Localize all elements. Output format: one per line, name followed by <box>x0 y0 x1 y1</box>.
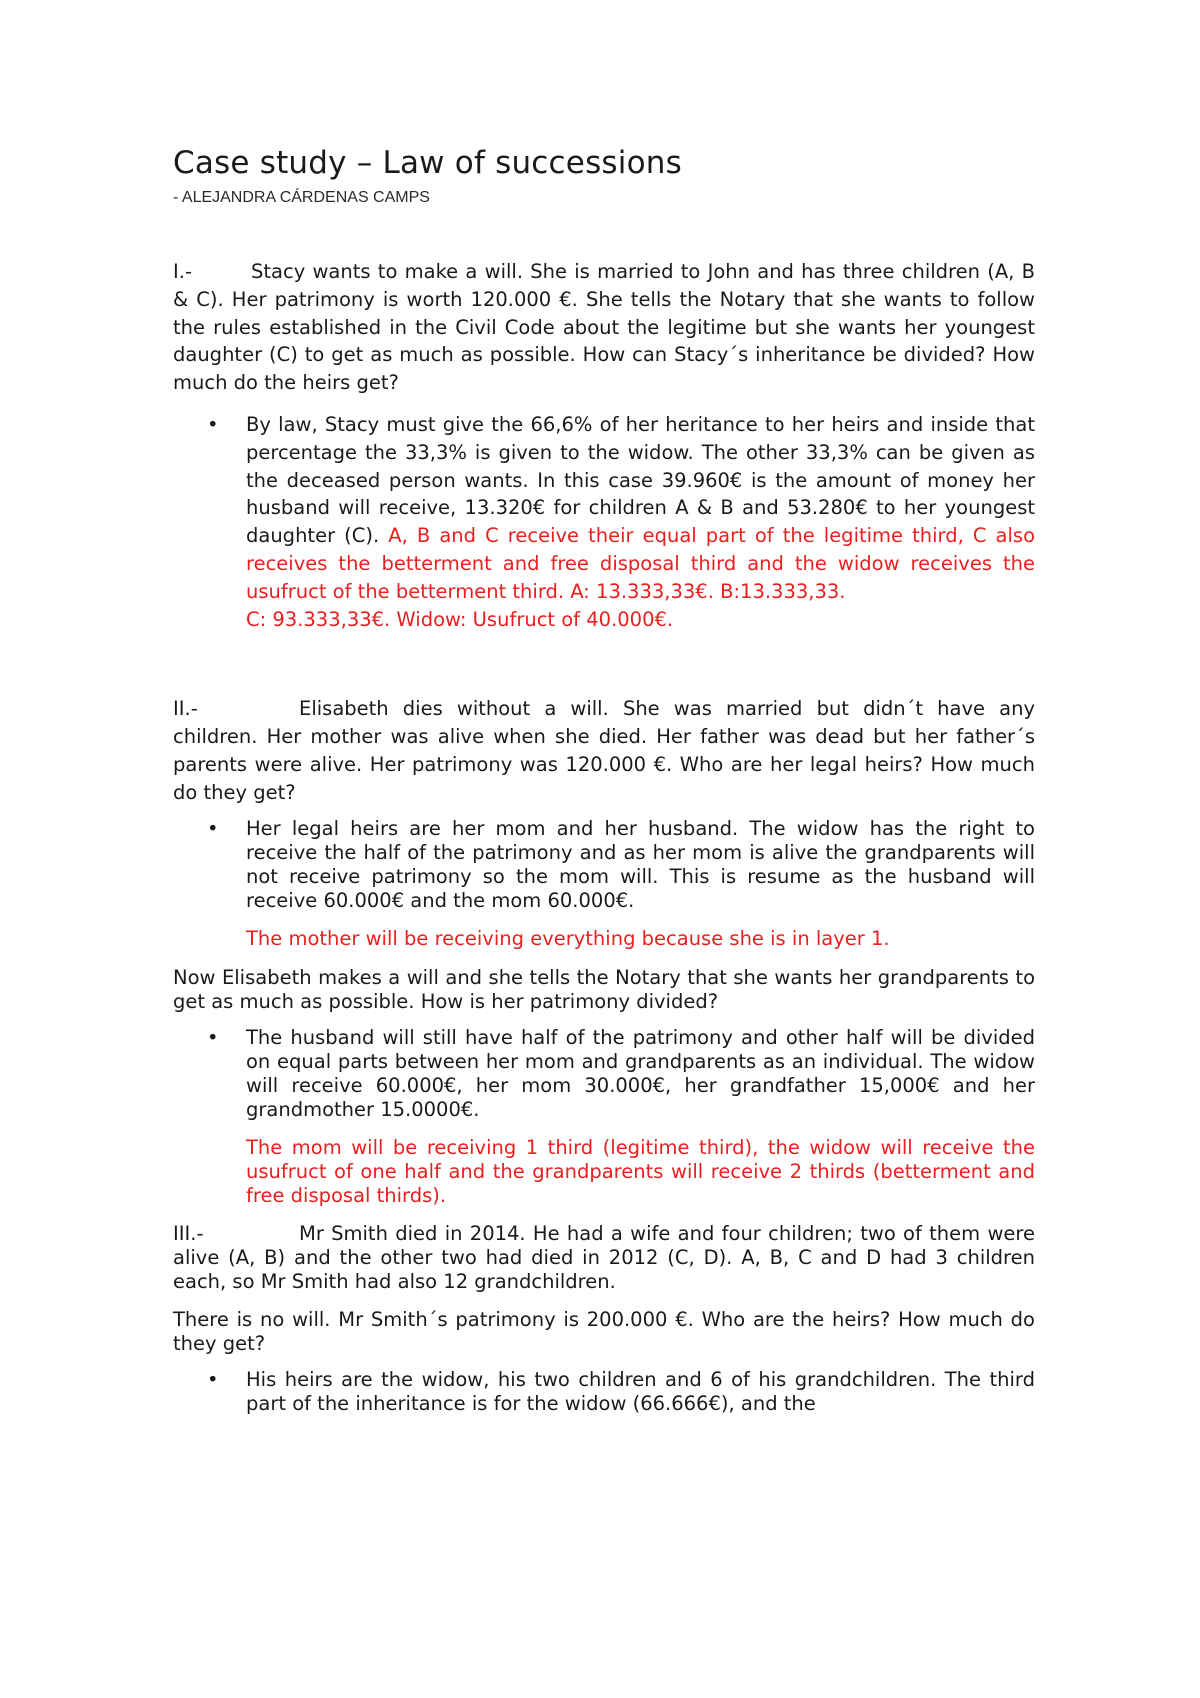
document-page <box>173 140 1035 1416</box>
bullet-icon: • <box>207 816 219 840</box>
question-3 <box>173 1222 1035 1294</box>
question-2 <box>173 695 1035 806</box>
question-3-answer <box>207 1368 1035 1416</box>
question-1-correction-2: C: 93.333,33€. Widow: Usufruct of 40.000€. <box>246 607 674 631</box>
question-2-answer-2 <box>207 1026 1035 1122</box>
question-2-answer-2-text: The husband will still have half of the patrimony and other half will be divided on equal parts between her mom and grandparents as an individual. The widow will receive 60.000€, her mom 30.000€, her grandfather 15,000€ and her grandmother 15.0000€. <box>246 1026 1035 1122</box>
question-3-text: Mr Smith died in 2014. He had a wife and four children; two of them were alive (A, B) and the other two had died in 2012 (C, D). A, B, C and D had 3 children each, so Mr Smith had also 12 grandchildren. <box>173 1222 1035 1294</box>
question-1-text: Stacy wants to make a will. She is married to John and has three children (A, B & C). Her patrimony is worth 120.000 €. She tells the Notary that she wants to follow the rules established in the Civil Code about the legitime but she wants her youngest daughter (C) to get as much as possible. How can Stacy´s inheritance be divided? How much do the heirs get? <box>173 260 1035 395</box>
question-2-correction: The mother will be receiving everything because she is in layer 1. <box>246 926 890 950</box>
question-1-answer-text: By law, Stacy must give the 66,6% of her heritance to her heirs and inside that percentage the 33,3% is given to the widow. The other 33,3% can be given as the deceased person wants. In this case 39.960€ is the amount of money her husband will receive, 13.320€ for children A & B and 53.280€ to her youngest daughter (C). <box>246 412 1035 548</box>
question-2-answer <box>207 816 1035 913</box>
question-2-text: Elisabeth dies without a will. She was married but didn´t have any children. Her mother was alive when she died. Her father was dead but her father´s parents were alive. Her patrimony was 120.000 €. Who are her legal heirs? How much do they get? <box>173 697 1035 804</box>
document-author: - ALEJANDRA CÁRDENAS CAMPS <box>173 189 430 206</box>
question-2-answer-text: Her legal heirs are her mom and her husband. The widow has the right to receive the half of the patrimony and as her mom is alive the grandparents will not receive patrimony so the mom will. This is resume as the husband will receive 60.000€ and the mom 60.000€. <box>246 816 1035 912</box>
question-2-number: II.- <box>173 697 198 721</box>
question-2-correction-2: The mom will be receiving 1 third (legitime third), the widow will receive the usufruct of one half and the grandparents will receive 2 thirds (betterment and free disposal thirds). <box>246 1136 1035 1208</box>
question-3-answers <box>173 1368 1035 1416</box>
document-title: Case study – Law of successions <box>173 145 682 181</box>
question-1 <box>173 258 1035 397</box>
bullet-icon: • <box>207 412 219 436</box>
bullet-icon: • <box>207 1368 219 1392</box>
question-1-number: I.- <box>173 260 192 283</box>
question-1-answers <box>173 411 1035 633</box>
question-3-answer-text: His heirs are the widow, his two children and 6 of his grandchildren. The third part of the inheritance is for the widow (66.666€), and the <box>246 1368 1035 1416</box>
question-1-answer <box>207 411 1035 606</box>
question-1-correction: A, B and C receive their equal part of the legitime third, C also receives the betterment and free disposal third and the widow receives the usufruct of the betterment third. A: 13.333,33€. B:13.333,33. <box>246 524 1035 603</box>
question-2-answers <box>173 817 1035 913</box>
question-2-followup: Now Elisabeth makes a will and she tells the Notary that she wants her grandparents to get as much as possible. How is her patrimony divided? <box>173 966 1035 1014</box>
question-3-text-2: There is no will. Mr Smith´s patrimony is 200.000 €. Who are the heirs? How much do they get? <box>173 1308 1035 1356</box>
bullet-icon: • <box>207 1026 219 1050</box>
question-2-followup-answers <box>173 1026 1035 1122</box>
question-3-number: III.- <box>173 1222 204 1246</box>
